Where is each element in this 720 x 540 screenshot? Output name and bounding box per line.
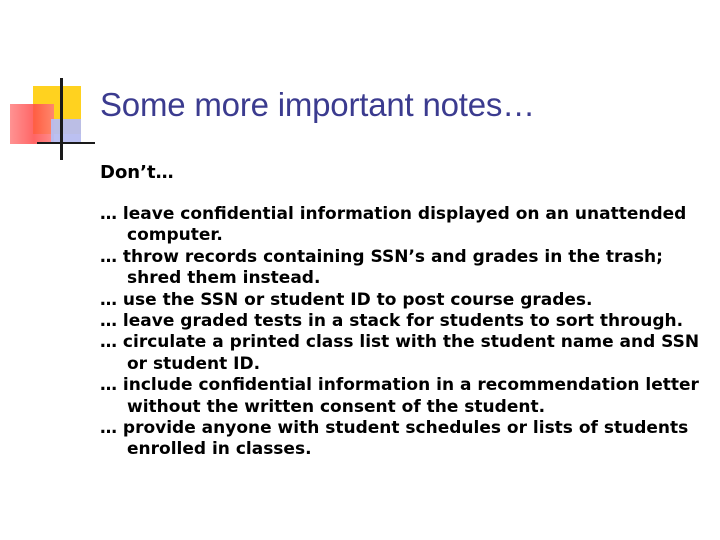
note-item: … circulate a printed class list with the student name and SSN or student ID.: [100, 332, 700, 374]
note-item: … leave confidential information displayed on an unattended computer.: [100, 204, 687, 246]
logo-vertical-line: [60, 78, 63, 160]
logo-horizontal-line: [37, 142, 95, 144]
logo-red-square: [10, 104, 54, 144]
note-item: … provide anyone with student schedules or lists of students enrolled in classes.: [100, 418, 689, 460]
subheading: Don’t…: [100, 162, 174, 183]
note-item: … include confidential information in a recommendation letter without the written consent of the student.: [100, 375, 699, 417]
logo-blue-square: [51, 119, 81, 144]
slide-logo-decoration: [0, 0, 100, 170]
note-item: … use the SSN or student ID to post course grades.: [100, 289, 593, 310]
slide-title: Some more important notes…: [100, 86, 535, 123]
note-item: … throw records containing SSN’s and grades in the trash; shred them instead.: [100, 246, 663, 289]
note-item: … leave graded tests in a stack for students to sort through.: [100, 311, 684, 332]
slide-body: [100, 160, 710, 461]
notes-list: [100, 204, 710, 461]
